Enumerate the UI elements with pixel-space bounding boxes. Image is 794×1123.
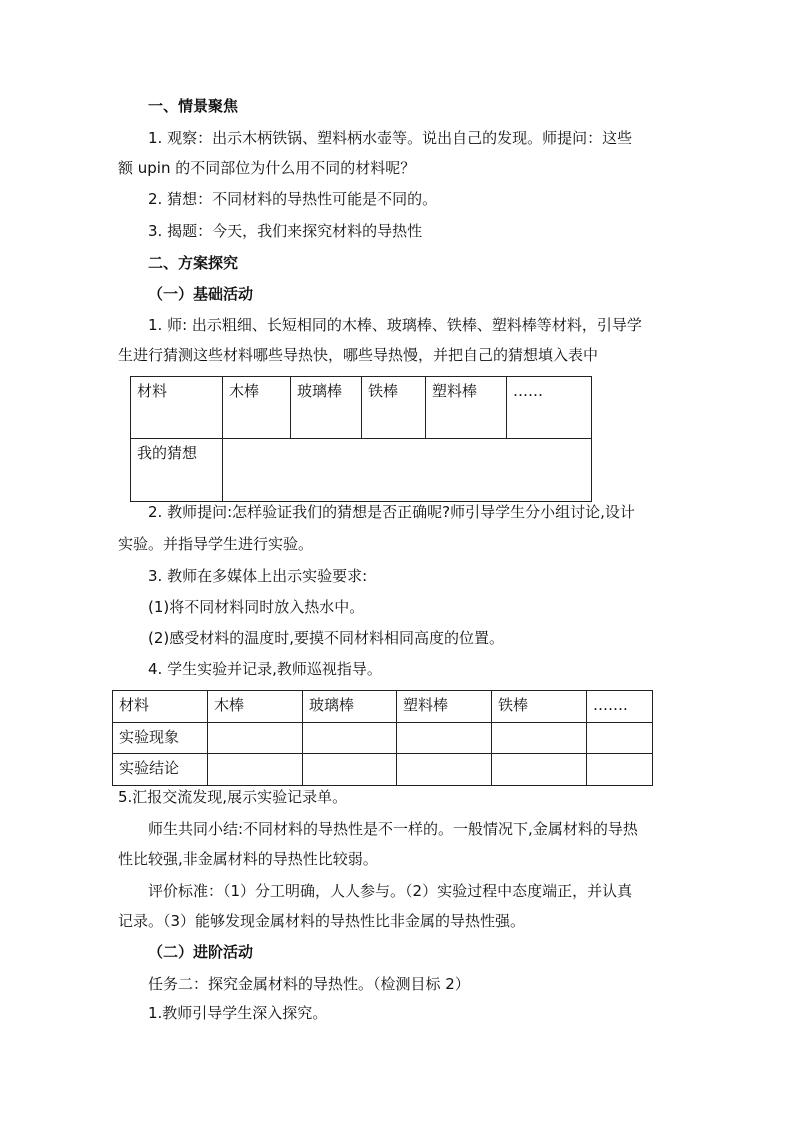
paragraph-line: 2. 猜想：不同材料的导热性可能是不同的。 [148,190,438,208]
table-header-cell: 玻璃棒 [303,691,397,723]
paragraph-line: 性比较强,非金属材料的导热性比较弱。 [118,850,378,868]
paragraph-line: 2. 教师提问:怎样验证我们的猜想是否正确呢?师引导学生分小组讨论,设计 [148,503,635,521]
table-header-cell: 塑料棒 [397,691,492,723]
table-row-label: 我的猜想 [131,439,223,502]
table-header-cell: 材料 [131,377,223,439]
table-header-cell: …… [507,377,592,439]
table-empty-cell [397,723,492,754]
paragraph-line: 评价标准：（1）分工明确，人人参与。（2）实验过程中态度端正，并认真 [148,882,633,900]
table-empty-cell [223,439,592,502]
paragraph-line: 实验。并指导学生进行实验。 [118,535,314,553]
paragraph-line: (2)感受材料的温度时,要摸不同材料相同高度的位置。 [148,629,505,647]
table-header-cell: 铁棒 [492,691,587,723]
table-header-cell: 铁棒 [362,377,426,439]
table-empty-cell [303,723,397,754]
table-row-label: 实验结论 [113,754,208,786]
table-header-cell: 木棒 [208,691,303,723]
paragraph-line: 1.教师引导学生深入探究。 [148,1004,328,1022]
paragraph-line: 任务二：探究金属材料的导热性。（检测目标 2） [148,975,470,993]
table-header-cell: 木棒 [223,377,291,439]
table-header-cell: ……. [587,691,653,723]
table-empty-cell [397,754,492,786]
table-header-cell: 玻璃棒 [291,377,362,439]
paragraph-line: (1)将不同材料同时放入热水中。 [148,598,365,616]
table-empty-cell [492,723,587,754]
paragraph-line: 5.汇报交流发现,展示实验记录单。 [118,788,348,806]
table-empty-cell [303,754,397,786]
guess-table [130,376,592,502]
table-empty-cell [587,723,653,754]
table-empty-cell [492,754,587,786]
paragraph-line: 生进行猜测这些材料哪些导热快，哪些导热慢，并把自己的猜想填入表中 [118,346,599,364]
subsection-heading-1: （一）基础活动 [148,285,254,303]
paragraph-line: 3. 揭题：今天，我们来探究材料的导热性 [148,222,423,240]
paragraph-line: 3. 教师在多媒体上出示实验要求: [148,567,368,585]
paragraph-line: 额 upin 的不同部位为什么用不同的材料呢？ [118,159,416,177]
table-empty-cell [208,754,303,786]
experiment-table [112,690,653,786]
table-empty-cell [587,754,653,786]
table-row-label: 实验现象 [113,723,208,754]
paragraph-line: 4. 学生实验并记录,教师巡视指导。 [148,660,382,678]
paragraph-line: 记录。（3）能够发现金属材料的导热性比非金属的导热性强。 [118,912,526,930]
table-header-cell: 材料 [113,691,208,723]
table-header-cell: 塑料棒 [426,377,507,439]
section-heading-1: 一、情景聚焦 [148,97,239,115]
section-heading-2: 二、方案探究 [148,254,239,272]
table-empty-cell [208,723,303,754]
paragraph-line: 1. 师: 出示粗细、长短相同的木棒、玻璃棒、铁棒、塑料棒等材料，引导学 [148,316,642,334]
subsection-heading-2: （二）进阶活动 [148,943,254,961]
paragraph-line: 师生共同小结:不同材料的导热性是不一样的。一般情况下,金属材料的导热 [148,820,638,838]
paragraph-line: 1. 观察：出示木柄铁锅、塑料柄水壶等。说出自己的发现。师提问：这些 [148,129,633,147]
